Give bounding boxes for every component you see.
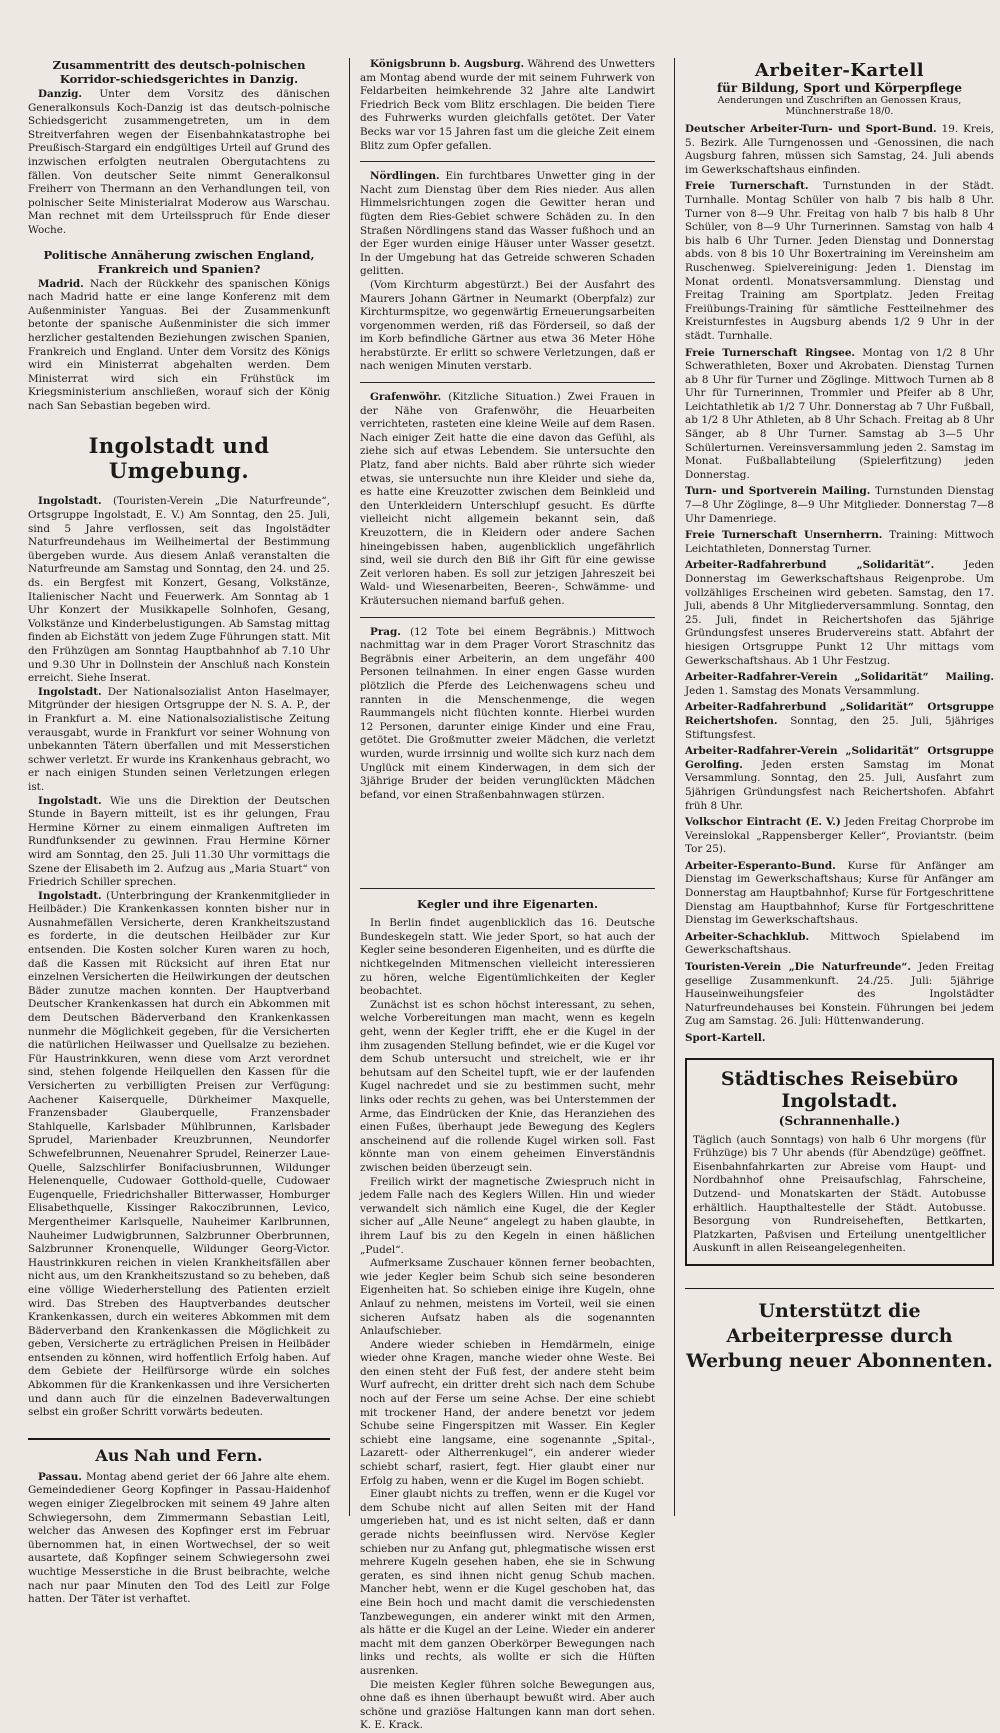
club-name: Arbeiter-Radfahrer-Verein „Solidarität“ Ortsgruppe Gerolfing. bbox=[685, 745, 994, 771]
ad-subtitle: (Schrannenhalle.) bbox=[778, 1113, 901, 1128]
kartell-title: Arbeiter-Kartell bbox=[754, 60, 925, 81]
club-text: Jeden ersten Samstag im Monat Versammlung. Sonntag, den 25. Juli, Ausfahrt zum 5jährigen Gründungsfest nach Reichertshofen. Abfahrt früh 8 Uhr. bbox=[685, 758, 994, 812]
article-author: K. E. Krack. bbox=[360, 1719, 423, 1732]
club-text: Montag von 1/2 8 Uhr Schwerathleten, Boxer und Akrobaten. Dienstag Turnen ab 8 Uhr für Turner und Zöglinge. Mittwoch Turnen ab 8 Uhr für Turnerinnen, Trommler und Pfeifer ab 8 Uhr, Leichtathletik ab 1/2 7 Uhr. Donnerstag ab 7 Uhr Fußball, ab 1/2 8 Uhr Athleten, ab 8 Uhr Schach. Freitag ab 8 Uhr Sänger, ab 8 Uhr Turner. Samstag ab 3—5 Uhr Schülerturnen. Vereinsversammlung jeden 2. Samstag im Monat. Fußballabteilung (Spielerfitzung) jeden Donnerstag. bbox=[685, 346, 994, 481]
article-body bbox=[28, 1471, 330, 1607]
club-name: Touristen-Verein „Die Naturfreunde“. bbox=[685, 961, 911, 974]
divider bbox=[360, 888, 655, 889]
club-name: Freie Turnerschaft Unsernherrn. bbox=[685, 529, 883, 542]
article-paragraph bbox=[360, 1679, 655, 1733]
article-paragraph: In Berlin findet augenblicklich das 16. Deutsche Bundeskegeln statt. Wie jeder Sport, so hat auch der Kegler seine besonderen Eigenheiten, und es dürfte die nichtkegelnden Mitmenschen vielleicht interessieren zu hören, welche Eigentümlichkeiten der Kegler beobachtet. bbox=[360, 917, 655, 998]
article-text: (Kitzliche Situation.) Zwei Frauen in der Nähe von Grafenwöhr, die Heuarbeiten verrichteten, rasteten eine kleine Weile auf dem Rasen. Nach einiger Zeit hatte die eine davon das Gefühl, als ziehe sich auf etwas Lebendem. Sie untersuchte den Platz, fand aber nichts. Bald aber rührte sich wieder etwas, sie untersuchte nun ihre Kleider und siehe da, es hatte eine Kreuzotter zwischen dem Beinkleid und den Unterkleidern Unterschlupf gesucht. Es dürfte vielleicht nicht allgemein bekannt sein, daß Kreuzottern, die in Kleidern oder andere Sachen hineingebissen haben, augenblicklich ungefährlich sind, weil sie durch den Biß ihr Gift für eine gewisse Zeit verloren haben. Es soll zur jetzigen Jahreszeit bei Wald- und Wiesenarbeiten, Beeren-, Schwämme- und Kräutersuchen niemand barfuß gehen. bbox=[360, 391, 655, 607]
club-entry bbox=[685, 347, 994, 483]
club-entry bbox=[685, 123, 994, 177]
article-body bbox=[28, 686, 330, 795]
ad-title: Städtisches Reisebüro Ingolstadt. bbox=[720, 1067, 959, 1112]
article-body bbox=[28, 795, 330, 890]
club-name: Arbeiter-Schachklub. bbox=[685, 930, 810, 943]
article-text: Während des Unwetters am Montag abend wurde der mit seinem Fuhrwerk von Feldarbeiten heimkehrende 32 Jahre alte Landwirt Friedrich Beck vom Blitz erschlagen. Die beiden Tiere des Fuhrwerks wurden gleichfalls getötet. Der Vater Becks war vor 15 Jahren fast um die gleiche Zeit einem Blitz zum Opfer gefallen. bbox=[360, 58, 655, 152]
club-name: Freie Turnerschaft. bbox=[685, 180, 809, 193]
article-dateline: Nördlingen. bbox=[370, 170, 440, 183]
club-name: Deutscher Arbeiter-Turn- und Sport-Bund. bbox=[685, 123, 937, 135]
article-dateline: Madrid. bbox=[38, 277, 84, 290]
club-text: Jeden Freitag gesellige Zusammenkunft. 24./25. Juli: 5jährige Hauseinweihungsfeier des Ingolstädter Naturfreundehauses bei Konstein. Führungen bei jedem Zug am Samstag. 26. Juli: Hüttenwanderung. bbox=[685, 961, 994, 1028]
article-text: (Unterbringung der Krankenmitglieder in Heilbäder.) Die Krankenkassen konnten bisher nur in Ausnahmefällen Versicherte, deren Krankheitszustand es forderte, in die deutschen Heilbäder zur Kur entsenden. Die Kosten solcher Kuren waren zu hoch, daß die Kassen mit Rücksicht auf ihren Etat nur einzelnen Versicherten die Heilwirkungen der deutschen Bäder zunutze machen konnten. Der Hauptverband Deutscher Krankenkassen hat durch ein Abkommen mit dem Deutschen Bäderverband den Krankenkassen nunmehr die Möglichkeit gegeben, für die Versicherten die natürlichen Heilwasser und Quellsalze zu beziehen. Für Haustrinkkuren, wenn diese vom Arzt verordnet sind, stehen folgende Heilquellen den Kassen für die Versicherten zu verbilligten Preisen zur Verfügung: Aachener Kaiserquelle, Dürkheimer Maxquelle, Franzensbader Glauberquelle, Franzensbader Stahlquelle, Karlsbader Mühlbrunnen, Karlsbader Sprudel, Marienbader Kreuzbrunnen, Neundorfer Schwefelbrunnen, Neuenahrer Sprudel, Reinerzer Laue-Quelle, Salzschlirfer Bonifaciusbrunnen, Wildunger Helenenquelle, Cudowaer Gotthold-quelle, Cudowaer Eugenquelle, Friedrichshaller Bitterwasser, Homburger Elisabethquelle, Kissinger Rakoczibrunnen, Levico, Mergentheimer Karlsquelle, Nauheimer Karlbrunnen, Nauheimer Ludwigbrunnen, Salzbrunner Oberbrunnen, Salzbrunner Kronenquelle, Wildunger Georg-Victor. Haustrinkkuren reichen in vielen Krankheitsfällen aber nicht aus, um den Krankheitszustand so zu beheben, daß eine völlige Wiederherstellung des Patienten erzielt wird. Das Streben des Hauptverbandes deutscher Krankenkassen, durch ein weiteres Abkommen mit dem Bäderverband den Krankenkassen die Möglichkeit zu geben, Versicherte zu erträglichen Preisen in Heilbäder entsenden zu können, wird hoffentlich Erfolg haben. Auf dem Gebiete der Heilfürsorge würde ein solches Abkommen für die Krankenkassen und ihre Versicherten und dann auch für die einzelnen Badeverwaltungen selbst ein großer Schritt vorwärts bedeuten. bbox=[28, 889, 330, 1419]
club-text: Sonntag, den 25. Juli, 5jähriges Stiftungsfest. bbox=[685, 714, 994, 741]
club-name: Arbeiter-Radfahrerbund „Solidarität“. bbox=[685, 559, 935, 572]
club-name: Volkschor Eintracht (E. V.) bbox=[685, 816, 841, 829]
club-text: Jeden Freitag Chorprobe im Vereinslokal „Rappensberger Keller“, Proviantstr. (beim Tor 25). bbox=[685, 816, 994, 856]
article-body bbox=[360, 279, 655, 374]
kartell-subtitle: für Bildung, Sport und Körperpflege bbox=[717, 81, 962, 95]
travel-office-ad bbox=[685, 1058, 994, 1266]
article-text: (12 Tote bei einem Begräbnis.) Mittwoch nachmittag war in dem Prager Vorort Straschnitz das Begräbnis einer Arbeiterin, an dem ungefähr 400 Personen teilnahmen. In einer engen Gasse wurden plötzlich die Pferde des Leichenwagens scheu und rannten in die Menschenmenge, die wegen Raummangels nicht flüchten konnte. Hierbei wurden 12 Personen, darunter einige Kinder und eine Frau, getötet. Die Großmutter zweier Mädchen, die verletzt wurden, wurde irrsinnig und wollte sich kurz nach dem Unglück mit einem Kinderwagen, in dem sich der 3jährige Bruder der beiden verunglückten Mädchen befand, vor einen Straßenbahnwagen stürzen. bbox=[360, 625, 655, 801]
club-text: Jeden 1. Samstag des Monats Versammlung. bbox=[685, 684, 920, 697]
club-text: Mittwoch Spielabend im Gewerkschaftshaus. bbox=[685, 930, 994, 957]
club-entry bbox=[685, 671, 994, 698]
article-body bbox=[28, 495, 330, 685]
divider bbox=[360, 382, 655, 383]
article-paragraph: Aufmerksame Zuschauer können ferner beobachten, wie jeder Kegler beim Schub sich seine besonderen Eigenheiten hat. So schieben einige ihre Kugeln, ohne Anlauf zu nehmen, meistens im Vorteil, weil sie einen sicheren Aufsatz haben als die sogenannten Anlaufschieber. bbox=[360, 1257, 655, 1338]
club-text: Training: Mittwoch Leichtathleten, Donnerstag Turner. bbox=[685, 529, 994, 555]
article-dateline: Prag. bbox=[370, 625, 401, 638]
article-headline: Zusammentritt des deutsch-polnischen Korridor-schiedsgerichtes in Danzig. bbox=[52, 58, 306, 86]
club-entry bbox=[685, 485, 994, 526]
article-text: Ein furchtbares Unwetter ging in der Nacht zum Dienstag über dem Ries nieder. Aus allen Himmelsrichtungen zogen die Gewitter heran und fügten dem Ries-Gebiet schwere Schäden zu. In den Straßen Nördlingens stand das Wasser fußhoch und an der Eger wurden einige Häuser unter Wasser gesetzt. In der Umgebung hat das Getreide schweren Schaden gelitten. bbox=[360, 170, 655, 278]
article-text: Unter dem Vorsitz des dänischen Generalkonsuls Koch-Danzig ist das deutsch-polnische Schiedsgericht zusammengetreten, um in dem Streitverfahren wegen der Eisenbahnkatastrophe bei Preußisch-Stargard ein endgültiges Urteil auf Grund des inzwischen erfolgten neutralen Obergutachtens zu fällen. Von deutscher Seite nimmt Generalkonsul Freiherr von Thermann an den Verhandlungen teil, von polnischer Seite Ministerialrat Moderow aus Warschau. Man rechnet mit dem Urteilsspruch für Ende dieser Woche. bbox=[28, 88, 330, 236]
club-name: Arbeiter-Radfahrerbund „Solidarität“ Ortsgruppe Reichertshofen. bbox=[685, 701, 994, 727]
article-dateline: Ingolstadt. bbox=[38, 794, 102, 807]
article-body bbox=[28, 88, 330, 238]
article-body bbox=[360, 58, 655, 153]
column-left bbox=[28, 58, 330, 1606]
club-entry bbox=[685, 860, 994, 928]
club-entry bbox=[685, 745, 994, 813]
article-text: Montag abend geriet der 66 Jahre alte ehem. Gemeindediener Georg Kopfinger in Passau-Haidenhof wegen einiger Ziegelbrocken mit seinem 49 Jahre alten Schwiegersohn, dem Zimmermann Sebastian Leitl, welcher das Anwesen des Kopfinger erst im Februar übernommen hat, in einen Wortwechsel, der so weit ausartete, daß Kopfinger seinem Schwiegersohn zwei wuchtige Messerstiche in die Brust beibrachte, welche nach nur paar Minuten den Tod des Leitl zur Folge hatten. Der Täter ist verhaftet. bbox=[28, 1470, 330, 1606]
article-headline: Kegler und ihre Eigenarten. bbox=[416, 897, 599, 912]
article-text: (Vom Kirchturm abgestürzt.) Bei der Ausfahrt des Maurers Johann Gärtner in Neumarkt (Oberpfalz) zur Kirchturmspitze, wo gegenwärtig Erneuerungsarbeiten vorgenommen werden, riß das Förderseil, so daß der im Korb befindliche Gärtner aus etwa 36 Meter Höhe herabstürzte. Er erlitt so schwere Verletzungen, daß er nach wenigen Minuten verstarb. bbox=[360, 278, 655, 373]
article-body bbox=[360, 391, 655, 609]
divider bbox=[360, 617, 655, 618]
article-text: Wie uns die Direktion der Deutschen Stunde in Bayern mitteilt, ist es ihr gelungen, Frau Hermine Körner zu einem einmaligen Auftreten im Rundfunksender zu gewinnen. Frau Hermine Körner wird am Sonntag, den 25. Juli 11.30 Uhr vormittags die Szene der Elisabeth im 2. Aufzug aus „Maria Stuart“ von Friedrich Schiller sprechen. bbox=[28, 794, 330, 889]
article-paragraph: Zunächst ist es schon höchst interessant, zu sehen, welche Vorbereitungen man macht, wenn es kegeln geht, wenn der Kegler trifft, ehe er die Kugel in der ihm zusagenden Stellung befindet, wie er die Kugel vor dem Schub untersucht und streichelt, wie er ihr behutsam auf den Scheitel tupft, wie er der laufenden Kugel nachredet und sie zu bestimmen sucht, mehr links oder rechts zu gehen, was bei Unterstemmen der Arme, das Eindrücken der Knie, das Heranziehen des einen Fußes, überhaupt jede Bewegung des Keglers anscheinend auf die rollende Kugel wirken soll. Fast könnte man von einem geheimen Einverständnis zwischen beiden überzeugt sein. bbox=[360, 998, 655, 1174]
article-paragraph: Andere wieder schieben in Hemdärmeln, einige wieder ohne Kragen, manche wieder ohne Weste. Bei den einen steht der Fuß fest, der andere steht beim Wurf aufrecht, ein dritter dreht sich nach dem Schube noch auf der Ferse um seine Achse. Der eine schiebt mit trockener Hand, der andere benetzt vor jedem Schube seine Fingerspitzen mit Wasser. Ein Kegler schiebt eine langsame, eine sogenannte „Spital-, Lazarett- oder Altherrenkugel“, ein anderer wieder schiebt scharf, rasiert, fegt. Hier glaubt einer nur Erfolg zu haben, wenn er die Kugel im Bogen schiebt. bbox=[360, 1338, 655, 1487]
article-headline: Politische Annäherung zwischen England, Frankreich und Spanien? bbox=[43, 247, 315, 276]
article-dateline: Königsbrunn b. Augsburg. bbox=[370, 58, 525, 70]
kartell-note: Aenderungen und Zuschriften an Genossen Kraus, Münchnerstraße 18/0. bbox=[717, 95, 962, 117]
club-text: Turnstunden Dienstag 7—8 Uhr Zöglinge, 8—9 Uhr Mitglieder. Donnerstag 7—8 Uhr Damenriege. bbox=[685, 485, 995, 525]
club-text: Jeden Donnerstag im Gewerkschaftshaus Reigenprobe. Um vollzähliges Erscheinen wird gebeten. Samstag, den 17. Juli, abends 8 Uhr Mitgliederversammlung. Sonntag, den 25. Juli, findet in Reichertshofen das 5jährige Gründungsfest unseres Brudervereins statt. Abfahrt der hiesigen Ortsgruppe Punkt 12 Uhr mittags vom Gewerkschaftshaus. Ab 1 Uhr Festzug. bbox=[685, 559, 994, 667]
divider bbox=[360, 161, 655, 162]
subscription-slogan: Unterstützt die Arbeiterpresse durch Werbung neuer Abonnenten. bbox=[685, 1288, 994, 1374]
section-heading: Aus Nah und Fern. bbox=[28, 1438, 330, 1465]
article-text: (Touristen-Verein „Die Naturfreunde“, Ortsgruppe Ingolstadt, E. V.) Am Sonntag, den 25. Juli, sind 5 Jahre verflossen, seit das Ingolstädter Naturfreundehaus im Weilheimertal der Bestimmung übergeben wurde. Aus diesem Anlaß veranstalten die Naturfreunde am Samstag und Sonntag, den 24. und 25. ds. ein Bergfest mit Konzert, Gesang, Volkstänze, Italienischer Nacht und Feuerwerk. Am Sonntag ab 1 Uhr Konzert der Musikkapelle Solnhofen, Gesang, Volkstänze und Kinderbelustigungen. Ab Samstag mittag finden ab Eichstätt von jedem Zuge Führungen statt. Mit den Frühzügen am Sonntag Hauptbahnhof ab 7.10 Uhr und 9.30 Uhr in Dollnstein der Anschluß nach Konstein erreicht. Siehe Inserat. bbox=[28, 495, 330, 685]
article-paragraph: Einer glaubt nichts zu treffen, wenn er die Kugel vor dem Schube nicht auf allen Seiten mit der Hand umgerieben hat, und es ist nicht selten, daß er dann gerade nichts beeinflussen wird. Nervöse Kegler schieben nur zu Anfang gut, phlegmatische wissen erst mehrere Kugeln gesehen haben, ehe sie in Schwung geraten, es sind ihnen nicht genug Schub machen. Mancher hebt, wenn er die Kugel geschoben hat, das eine Bein hoch und macht damit die verschiedensten Tanzbewegungen, ein anderer winkt mit den Armen, als hätte er die Kugel an der Leine. Wieder ein anderer macht mit dem ganzen Oberkörper Bewegungen nach links und rechts, als wollte er sich die Hüften ausrenken. bbox=[360, 1488, 655, 1677]
article-dateline: Passau. bbox=[38, 1470, 82, 1483]
club-entry bbox=[685, 529, 994, 556]
ad-text: Täglich (auch Sonntags) von halb 6 Uhr morgens (für Frühzüge) bis 7 Uhr abends (für Abendzüge) geöffnet. Eisenbahnfahrkarten zur Abreise vom Haupt- und Nordbahnhof ohne Preisaufschlag, Fahrscheine, Dutzend- und Monatskarten der Städt. Autobusse erhältlich. Haupthaltestelle der Städt. Autobusse. Besorgung von Rundreiseheften, Bettkarten, Platzkarten, Paßvisen und Erteilung unentgeltlicher Auskunft in allen Reiseangelegenheiten. bbox=[693, 1133, 986, 1255]
article-text: Die meisten Kegler führen solche Bewegungen aus, ohne daß es ihnen überhaupt bewußt wird. Aber auch schöne und graziöse Haltungen kann man dort sehen. bbox=[360, 1678, 655, 1718]
club-text: 19. Kreis, 5. Bezirk. Alle Turngenossen und -Genossinen, die nach Augsburg fahren, müssen sich Samstag, 24. Juli abends im Gewerkschaftshaus einfinden. bbox=[685, 123, 994, 176]
article-dateline: Ingolstadt. bbox=[38, 889, 102, 902]
article-body bbox=[360, 626, 655, 803]
club-name: Arbeiter-Radfahrer-Verein „Solidarität“ Mailing. bbox=[685, 671, 994, 684]
column-right bbox=[674, 58, 994, 1516]
section-heading: Ingolstadt und Umgebung. bbox=[88, 433, 270, 484]
article-text: Nach der Rückkehr des spanischen Königs nach Madrid hatte er eine lange Konferenz mit dem Außenminister Yanguas. Bei der Zusammenkunft betonte der spanische Außenminister die sich immer herzlicher gestaltenden Beziehungen zwischen Spanien, Frankreich und England. Unter dem Vorsitz des Königs wird ein Ministerrat abgehalten werden. Dem Ministerrat wird sich ein Frühstück im Kriegsministerium anschließen, worauf sich der König nach San Sebastian begeben wird. bbox=[28, 277, 330, 412]
club-text: Turnstunden in der Städt. Turnhalle. Montag Schüler von halb 7 bis halb 8 Uhr. Turner von 8—9 Uhr. Freitag von halb 7 bis halb 8 Uhr Schüler, von 8—9 Uhr Turnerinnen. Samstag von halb 4 bis halb 6 Uhr Turner. Jeden Dienstag und Donnerstag abds. von 8 bis 10 Uhr Boxertraining im Vereinsheim am Ruschenweg. Spielvereinigung: Jeden 1. Dienstag im Monat ordentl. Monatsversammlung. Dienstag und Freitag Training am Sportplatz. Jeden Freitag Freiübungs-Training für sämtliche Festteilnehmer des Kreisturnfestes in Augsburg abends 1/2 9 Uhr in der städt. Turnhalle. bbox=[685, 180, 994, 342]
article-dateline: Danzig. bbox=[38, 88, 83, 100]
article-body bbox=[360, 170, 655, 279]
club-entry bbox=[685, 1032, 994, 1046]
club-name: Freie Turnerschaft Ringsee. bbox=[685, 346, 856, 359]
article-dateline: Grafenwöhr. bbox=[370, 391, 442, 404]
club-entry bbox=[685, 816, 994, 857]
club-entry bbox=[685, 701, 994, 742]
club-entry bbox=[685, 931, 994, 958]
article-text: Der Nationalsozialist Anton Haselmayer, Mitgründer der hiesigen Ortsgruppe der N. S. A. P., der in Frankfurt a. M. eine Nationalsozialistische Zeitung verausgabt, wurde in Frankfurt vor seiner Wohnung von unbekannten Tätern überfallen und mit Messerstichen schwer verletzt. Er wurde ins Krankenhaus gebracht, wo er nach einigen Stunden seinen Verletzungen erlegen ist. bbox=[28, 685, 330, 793]
club-entry bbox=[685, 961, 994, 1029]
club-name: Sport-Kartell. bbox=[685, 1032, 766, 1044]
club-list bbox=[685, 123, 994, 1046]
column-middle bbox=[349, 58, 655, 1732]
article-paragraph: Freilich wirkt der magnetische Zwiespruch nicht in jedem Falle nach des Keglers Willen. Hin und wieder verwandelt sich nämlich eine Kugel, die der Kegler sicher auf „Alle Neune“ angelegt zu haben glaubte, in ihrem Lauf bis zu den Kegeln in einen häßlichen „Pudel“. bbox=[360, 1175, 655, 1256]
article-body bbox=[28, 278, 330, 414]
club-entry bbox=[685, 180, 994, 343]
club-entry bbox=[685, 559, 994, 668]
article-dateline: Ingolstadt. bbox=[38, 495, 102, 508]
club-name: Arbeiter-Esperanto-Bund. bbox=[685, 859, 836, 872]
article-dateline: Ingolstadt. bbox=[38, 685, 102, 698]
club-text: Kurse für Anfänger am Dienstag im Gewerkschaftshaus; Kurse für Anfänger am Donnerstag am Hauptbahnhof; Kurse für Fortgeschrittene Dienstag am Hauptbahnhof; Kurse für Fortgeschrittene Dienstag im Gewerkschaftshaus. bbox=[685, 859, 994, 927]
club-name: Turn- und Sportverein Mailing. bbox=[685, 485, 871, 498]
article-body bbox=[28, 890, 330, 1420]
